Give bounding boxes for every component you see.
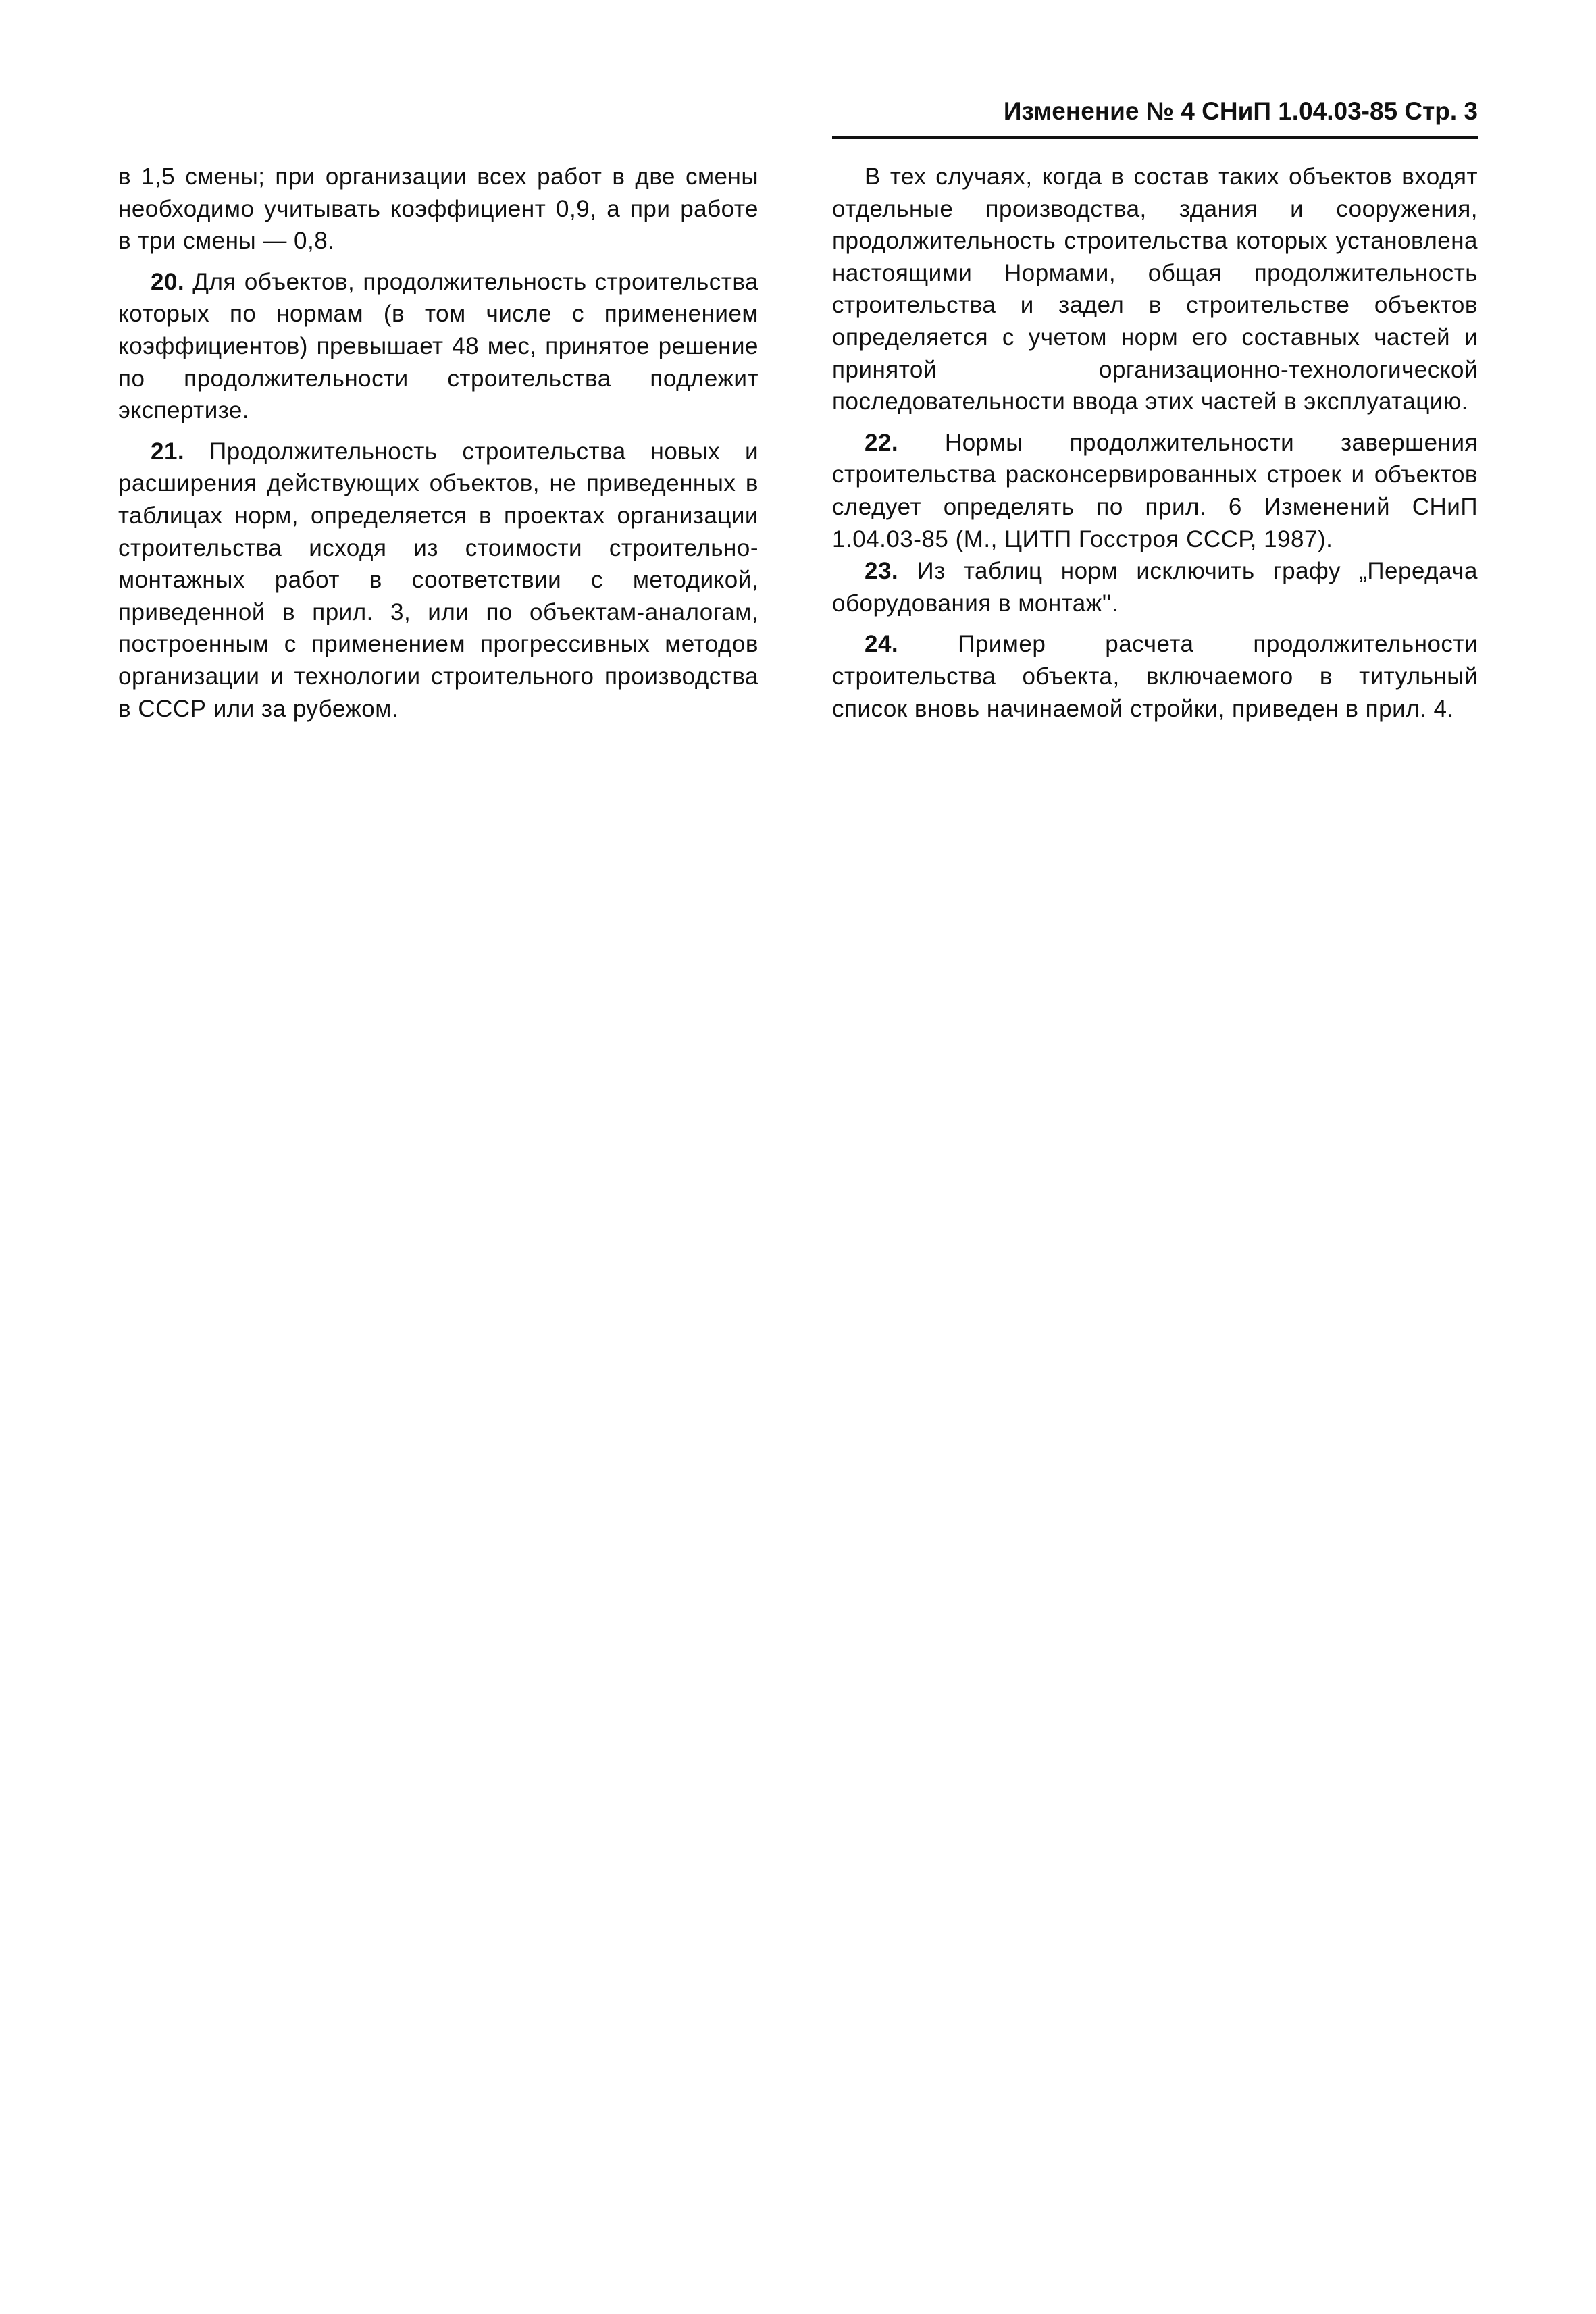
paragraph-24 <box>832 628 1478 725</box>
paragraph-text: Нормы продолжительности завершения строительства расконсервированных строек и объектов следует определять по прил. 6 Изменений СНиП 1.04.03-85 (М., ЦИТП Госстроя СССР, 1987). <box>832 429 1478 552</box>
paragraph-text: Из таблиц норм исключить графу „Передача оборудования в монтаж''. <box>832 558 1478 617</box>
paragraph-text: Пример расчета продолжительности строительства объекта, включаемого в титульный список вновь начинаемой стройки, приведен в прил. 4. <box>832 631 1478 722</box>
paragraph-number: 22. <box>865 429 899 456</box>
paragraph-number: 21. <box>151 438 185 465</box>
page-header: Изменение № 4 СНиП 1.04.03-85 Стр. 3 <box>1003 97 1478 125</box>
paragraph-text: Для объектов, продолжительность строительства которых по нормам (в том числе с применением коэффициентов) превышает 48 мес, принятое решение по продолжительности строительства подлежит экспертизе. <box>118 268 758 424</box>
paragraph-continuation <box>832 161 1478 418</box>
paragraph-text: В тех случаях, когда в состав таких объектов входят отдельные производства, здания и сооружения, продолжительность строительства которых установлена настоящими Нормами, общая продолжительность строительства и задел в строительстве объектов определяется с учетом норм его составных частей и принятой организационно-технологической последовательности ввода этих частей в эксплуатацию. <box>832 163 1478 415</box>
paragraph-23 <box>832 555 1478 619</box>
paragraph-20 <box>118 266 758 427</box>
paragraph-continuation <box>118 161 758 257</box>
paragraph-21 <box>118 436 758 725</box>
paragraph-number: 23. <box>865 558 899 585</box>
paragraph-number: 24. <box>865 631 899 658</box>
left-column <box>118 161 758 725</box>
header-rule <box>832 136 1478 139</box>
right-column <box>832 161 1478 725</box>
paragraph-22 <box>832 427 1478 555</box>
paragraph-text: Продолжительность строительства новых и расширения действующих объектов, не приведенных в таблицах норм, определяется в проектах организации строительства исходя из стоимости строительно-монтажных работ в соответствии с методикой, приведенной в прил. 3, или по объектам-аналогам, построенным с применением прогрессивных методов организации и технологии строительного производства в СССР или за рубежом. <box>118 438 758 722</box>
paragraph-text: в 1,5 смены; при организации всех работ в две смены необходимо учитывать коэффициент 0,9, а при работе в три смены — 0,8. <box>118 163 758 255</box>
paragraph-number: 20. <box>151 268 185 295</box>
